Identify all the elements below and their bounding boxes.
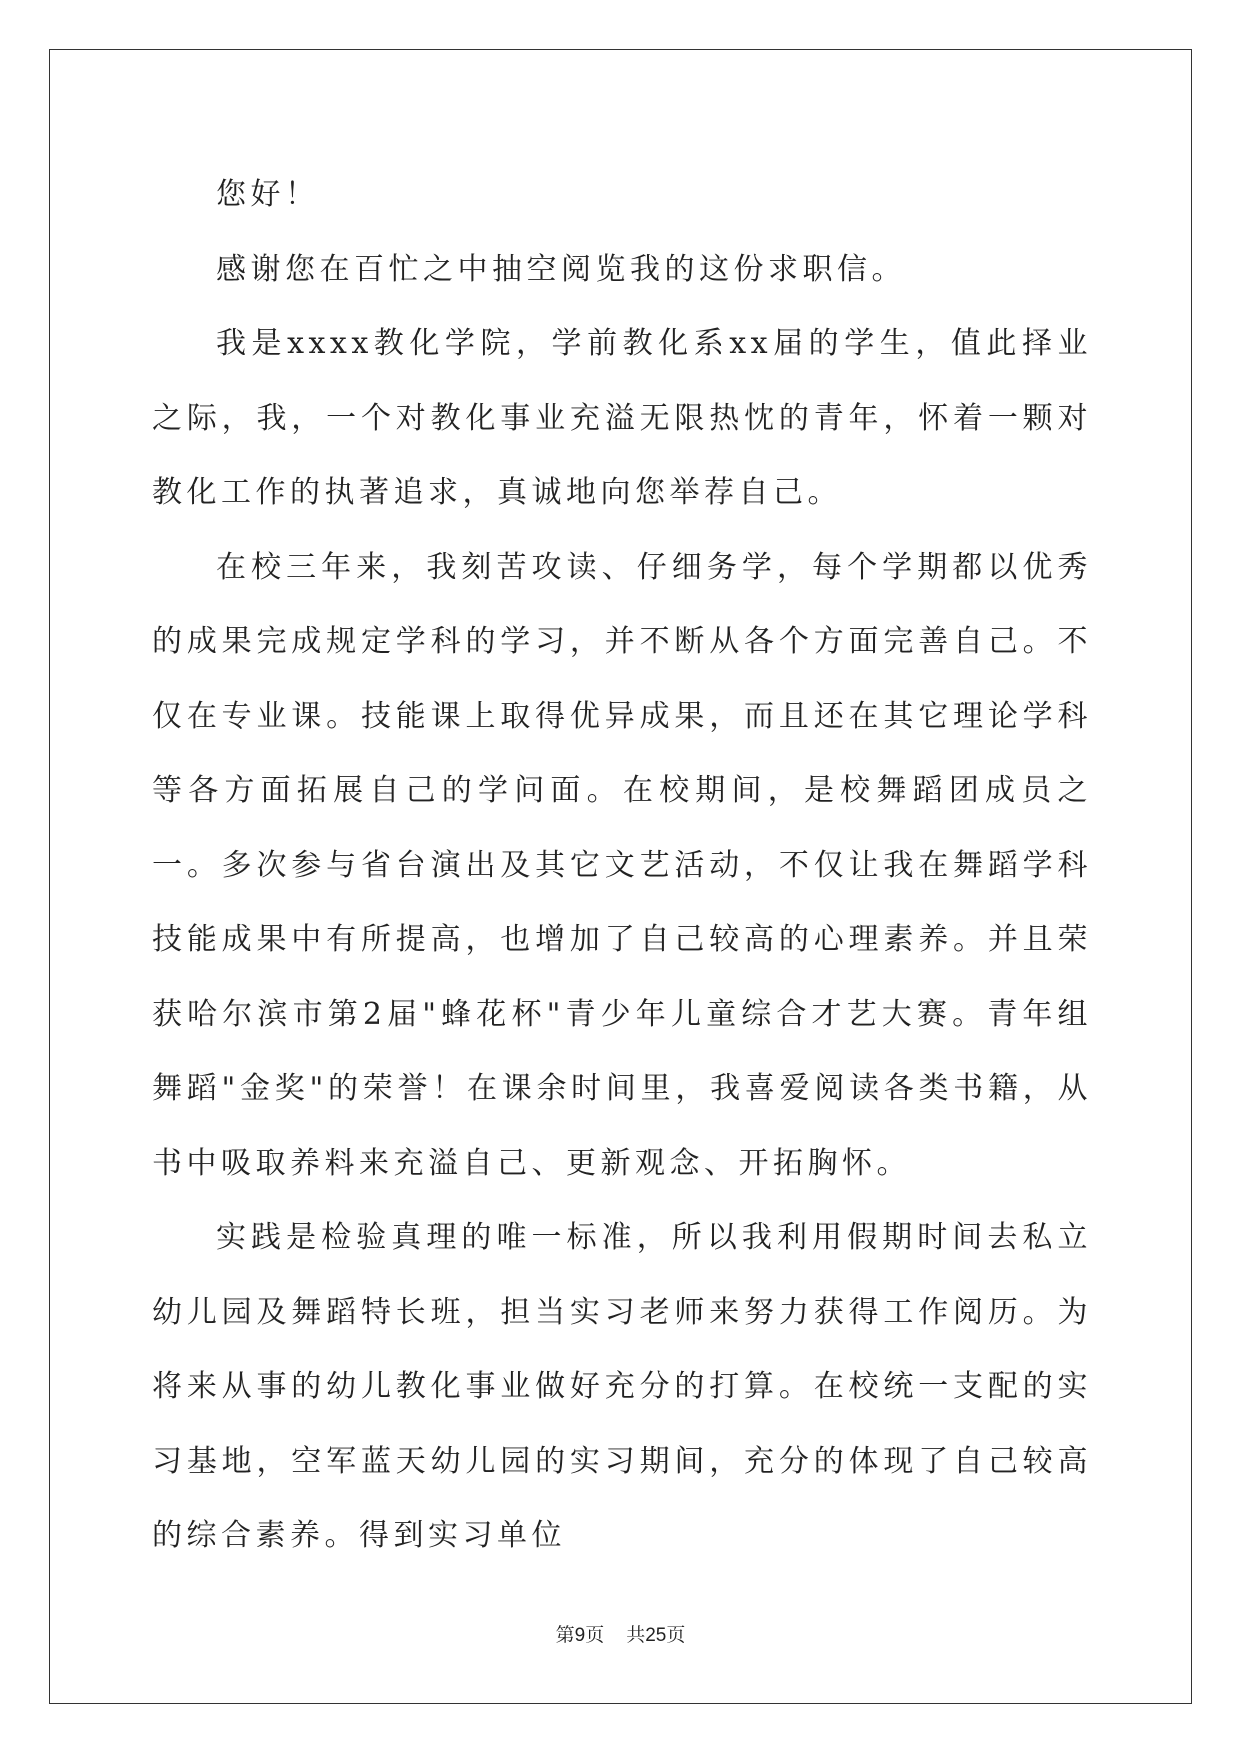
page-prefix: 第 bbox=[555, 1624, 575, 1646]
letter-body bbox=[152, 158, 1092, 1574]
total-suffix: 页 bbox=[666, 1624, 686, 1646]
page-number: 9 bbox=[574, 1625, 586, 1646]
paragraph-thanks: 感谢您在百忙之中抽空阅览我的这份求职信。 bbox=[216, 251, 906, 287]
total-prefix: 共 bbox=[626, 1624, 646, 1646]
paragraph-introduction: 我是xxxx教化学院，学前教化系xx届的学生，值此择业之际，我，一个对教化事业充溢无限热忱的青年，怀着一颗对教化工作的执著追求，真诚地向您举荐自己。 bbox=[152, 326, 1092, 510]
page-suffix: 页 bbox=[585, 1624, 605, 1646]
paragraph-greeting: 您好！ bbox=[216, 177, 320, 212]
paragraph-school-experience: 在校三年来，我刻苦攻读、仔细务学，每个学期都以优秀的成果完成规定学科的学习，并不断从各个方面完善自己。不仅在专业课。技能课上取得优异成果，而且还在其它理论学科等各方面拓展自己的学问面。在校期间，是校舞蹈团成员之一。多次参与省台演出及其它文艺活动，不仅让我在舞蹈学科技能成果中有所提高，也增加了自己较高的心理素养。并且荣获哈尔滨市第2届"蜂花杯"青少年儿童综合才艺大赛。青年组舞蹈"金奖"的荣誉！在课余时间里，我喜爱阅读各类书籍，从书中吸取养料来充溢自己、更新观念、开拓胸怀。 bbox=[152, 549, 1092, 1181]
page-footer bbox=[0, 1620, 1241, 1647]
total-pages: 25 bbox=[645, 1625, 667, 1646]
paragraph-practice: 实践是检验真理的唯一标准，所以我利用假期时间去私立幼儿园及舞蹈特长班，担当实习老师来努力获得工作阅历。为将来从事的幼儿教化事业做好充分的打算。在校统一支配的实习基地，空军蓝天幼儿园的实习期间，充分的体现了自己较高的综合素养。得到实习单位 bbox=[152, 1220, 1092, 1553]
